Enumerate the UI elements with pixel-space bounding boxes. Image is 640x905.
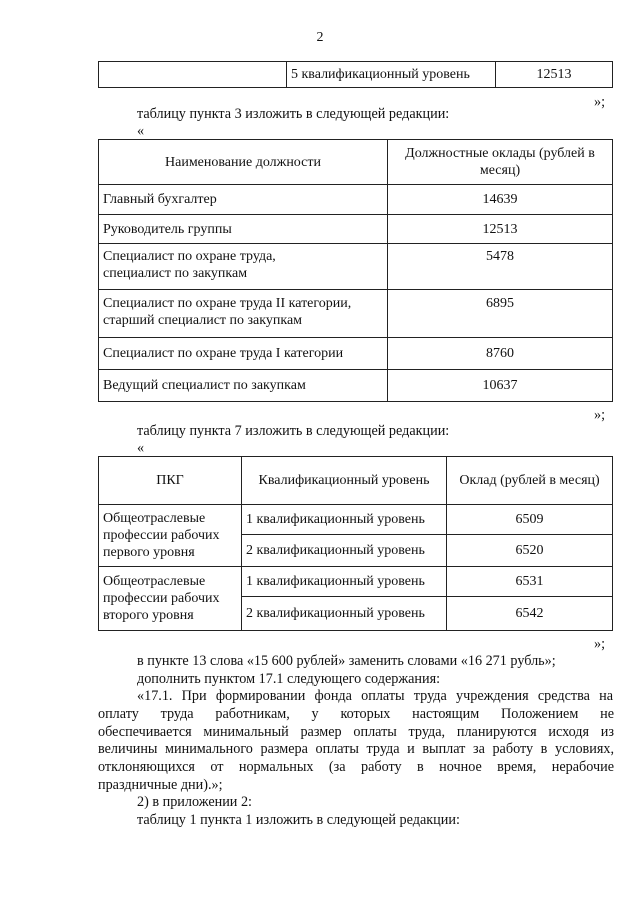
table-row-position: Ведущий специалист по закупкам xyxy=(99,370,388,402)
pkg-table xyxy=(98,456,613,631)
position-line: Специалист по охране труда, xyxy=(103,249,276,264)
header-salary: Должностные оклады (рублей в месяц) xyxy=(388,140,613,185)
page-number: 2 xyxy=(316,30,324,45)
header-salary: Оклад (рублей в месяц) xyxy=(447,457,613,505)
continuation-cell-level: 5 квалификационный уровень xyxy=(287,62,496,88)
closing-quote: »; xyxy=(594,636,606,652)
table-row-salary: 8760 xyxy=(388,338,613,370)
table-row-position: Главный бухгалтер xyxy=(99,185,388,215)
table-row-position xyxy=(99,290,388,338)
paragraph-line: обеспечивается минимальный размер оплаты труда, планируются исходя из xyxy=(98,724,614,740)
continuation-cell-salary: 12513 xyxy=(496,62,613,88)
header-pkg: ПКГ xyxy=(99,457,242,505)
paragraph-line: величины минимального размера оплаты труда и выплат за работу в условиях, xyxy=(98,741,614,757)
continuation-table xyxy=(98,61,613,88)
positions-table xyxy=(98,139,613,402)
paragraph-line: оплату труда работникам, у которых настоящим Положением не xyxy=(98,706,614,722)
table-row-salary: 12513 xyxy=(388,215,613,244)
closing-quote: »; xyxy=(594,94,606,110)
table-row-position xyxy=(99,244,388,290)
table-row-salary: 6895 xyxy=(388,290,613,338)
paragraph-line: дополнить пунктом 17.1 следующего содержания: xyxy=(137,671,441,687)
paragraph-line: 2) в приложении 2: xyxy=(137,794,252,810)
paragraph-line: «17.1. При формировании фонда оплаты труда учреждения средства на xyxy=(137,688,613,704)
table-row-salary: 14639 xyxy=(388,185,613,215)
table-row-salary: 5478 xyxy=(388,244,613,290)
position-line: старший специалист по закупкам xyxy=(103,313,303,328)
level-cell: 2 квалификационный уровень xyxy=(242,597,447,631)
continuation-cell-1 xyxy=(99,62,287,88)
instruction-text: таблицу пункта 7 изложить в следующей редакции: xyxy=(137,423,450,439)
header-position: Наименование должности xyxy=(99,140,388,185)
table-row-position: Специалист по охране труда I категории xyxy=(99,338,388,370)
pkg-group-cell xyxy=(99,567,242,631)
pkg-line: профессии рабочих xyxy=(103,591,220,606)
table-row-salary: 10637 xyxy=(388,370,613,402)
position-line: специалист по закупкам xyxy=(103,266,248,281)
salary-cell: 6509 xyxy=(447,505,613,535)
opening-quote: « xyxy=(137,123,145,139)
level-cell: 1 квалификационный уровень xyxy=(242,567,447,597)
pkg-line: первого уровня xyxy=(103,545,195,560)
level-cell: 1 квалификационный уровень xyxy=(242,505,447,535)
pkg-group-cell xyxy=(99,505,242,567)
pkg-line: Общеотраслевые xyxy=(103,574,206,589)
pkg-line: Общеотраслевые xyxy=(103,511,206,526)
position-line: Специалист по охране труда II категории, xyxy=(103,296,352,311)
salary-cell: 6520 xyxy=(447,535,613,567)
paragraph-line: в пункте 13 слова «15 600 рублей» заменить словами «16 271 рубль»; xyxy=(137,653,556,669)
table-row-position: Руководитель группы xyxy=(99,215,388,244)
instruction-text: таблицу пункта 3 изложить в следующей редакции: xyxy=(137,106,450,122)
salary-cell: 6542 xyxy=(447,597,613,631)
level-cell: 2 квалификационный уровень xyxy=(242,535,447,567)
header-level: Квалификационный уровень xyxy=(242,457,447,505)
paragraph-line: отклоняющихся от нормальных (за работу в ночное время, нерабочие xyxy=(98,759,614,775)
salary-cell: 6531 xyxy=(447,567,613,597)
paragraph-line: таблицу 1 пункта 1 изложить в следующей редакции: xyxy=(137,812,460,828)
opening-quote: « xyxy=(137,440,145,456)
closing-quote: »; xyxy=(594,407,606,423)
pkg-line: второго уровня xyxy=(103,608,194,623)
paragraph-line: праздничные дни).»; xyxy=(98,777,223,793)
pkg-line: профессии рабочих xyxy=(103,528,220,543)
